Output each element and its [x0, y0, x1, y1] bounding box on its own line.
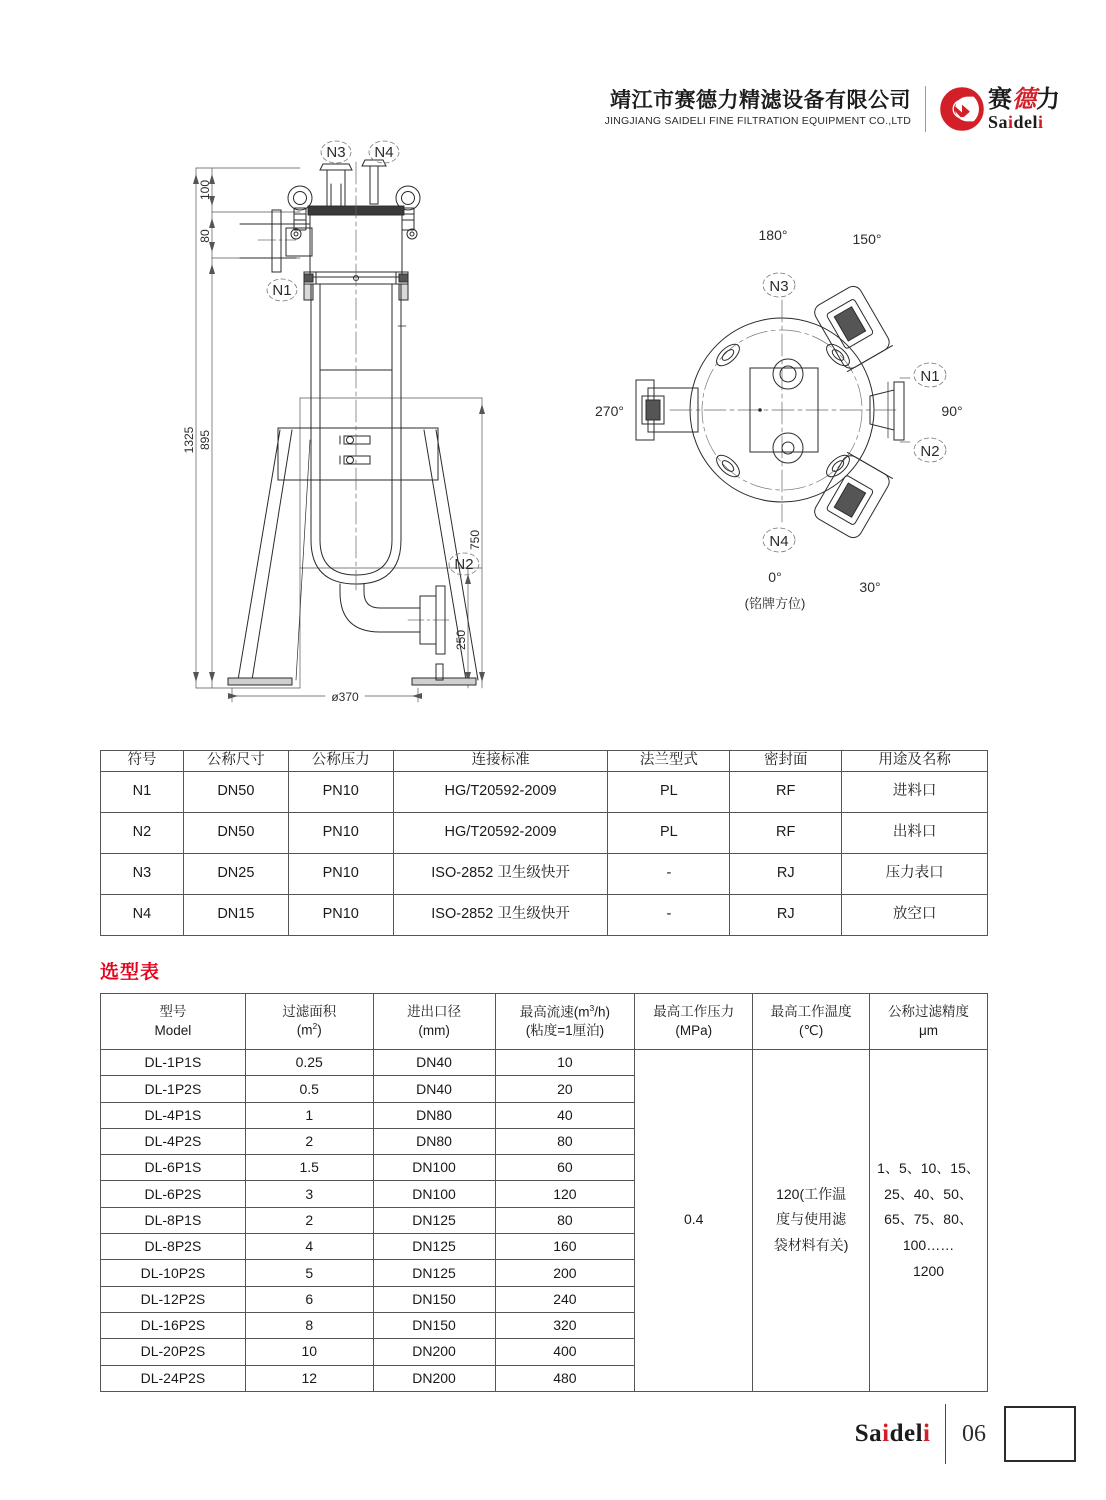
model-cell-area: 3: [245, 1181, 373, 1207]
table-row: [101, 853, 988, 894]
nozzle-cell: PN10: [288, 894, 393, 935]
angle-180: 180°: [758, 227, 788, 243]
nozzle-th-pressure: 公称压力: [288, 751, 393, 772]
nozzle-cell: 放空口: [842, 894, 988, 935]
nozzle-th-symbol: 符号: [101, 751, 184, 772]
model-cell-model: DL-1P1S: [101, 1050, 246, 1076]
nozzle-cell: N4: [101, 894, 184, 935]
brand-char-3: 力: [1036, 85, 1060, 113]
model-cell-flow: 80: [495, 1128, 635, 1154]
footer-brand-part-2: i: [882, 1420, 890, 1447]
model-th-precision: [870, 994, 988, 1050]
table-row: [101, 894, 988, 935]
page-header: [605, 86, 1060, 132]
nozzle-cell: N1: [101, 771, 184, 812]
nameplate-orientation-note: (铭牌方位): [744, 596, 806, 611]
brand-char-2: 德: [1012, 85, 1036, 113]
nozzle-cell: 出料口: [842, 812, 988, 853]
model-cell-model: DL-10P2S: [101, 1260, 246, 1286]
model-th-port: [373, 994, 495, 1050]
model-cell-area: 12: [245, 1365, 373, 1391]
model-cell-port: DN100: [373, 1181, 495, 1207]
company-name-english: JINGJIANG SAIDELI FINE FILTRATION EQUIPMENT CO.,LTD: [604, 114, 911, 127]
model-th-model: [101, 994, 246, 1050]
front-elevation-drawing: [0, 140, 560, 740]
model-cell-model: DL-16P2S: [101, 1312, 246, 1338]
model-cell-area: 4: [245, 1234, 373, 1260]
table-row: [101, 771, 988, 812]
nozzle-cell: N2: [101, 812, 184, 853]
model-cell-port: DN150: [373, 1312, 495, 1338]
precision-line-5: 1200: [912, 1263, 945, 1280]
model-cell-flow: 120: [495, 1181, 635, 1207]
footer-brand-wordmark: [855, 1420, 945, 1448]
model-th-model-en: Model: [154, 1022, 192, 1038]
front-label-n3: N3: [326, 144, 346, 161]
model-cell-area: 2: [245, 1207, 373, 1233]
brand-chinese: [988, 85, 1060, 113]
nozzle-cell: DN50: [183, 812, 288, 853]
front-label-n1: N1: [272, 282, 292, 299]
model-th-temp-unit: (℃): [799, 1022, 824, 1038]
footer-brand-part-4: i: [923, 1420, 931, 1447]
top-label-n4: N4: [769, 533, 789, 550]
model-cell-area: 1: [245, 1102, 373, 1128]
model-cell-area: 2: [245, 1128, 373, 1154]
model-th-pressure: [635, 994, 753, 1050]
model-cell-model: DL-6P2S: [101, 1181, 246, 1207]
front-label-n4: N4: [374, 144, 394, 161]
dim-80: 80: [198, 229, 212, 243]
nozzle-cell: RJ: [730, 894, 842, 935]
nozzle-cell: ISO-2852 卫生级快开: [393, 853, 608, 894]
page-number: 06: [962, 1420, 986, 1447]
nozzle-th-size: 公称尺寸: [183, 751, 288, 772]
dim-250: 250: [454, 629, 468, 651]
saideli-circle-logo-icon: [940, 87, 984, 131]
nozzle-cell: RF: [730, 771, 842, 812]
model-cell-flow: 160: [495, 1234, 635, 1260]
model-table-header-row: [101, 994, 988, 1050]
nozzle-cell: PN10: [288, 771, 393, 812]
model-cell-port: DN150: [373, 1286, 495, 1312]
model-th-temp: [753, 994, 870, 1050]
angle-90: 90°: [941, 403, 963, 419]
model-cell-flow: 320: [495, 1312, 635, 1338]
top-view-drawing: [570, 210, 1030, 670]
nozzle-th-seal: 密封面: [730, 751, 842, 772]
model-cell-area: 0.25: [245, 1050, 373, 1076]
model-th-precision-cn: 公称过滤精度: [888, 1004, 970, 1020]
precision-line-3: 65、75、80、: [884, 1211, 973, 1228]
model-th-area: [245, 994, 373, 1050]
temp-line-3: 袋材料有关): [773, 1237, 849, 1254]
model-cell-pressure-merged: 0.4: [635, 1050, 753, 1392]
model-cell-flow: 240: [495, 1286, 635, 1312]
brand-english: [988, 113, 1060, 131]
model-th-pressure-cn: 最高工作压力: [653, 1004, 735, 1020]
model-cell-area: 10: [245, 1339, 373, 1365]
model-th-flow-note: (粘度=1厘泊): [525, 1022, 605, 1038]
nozzle-cell: PN10: [288, 853, 393, 894]
model-th-temp-cn: 最高工作温度: [770, 1004, 852, 1020]
model-cell-flow: 480: [495, 1365, 635, 1391]
model-cell-flow: 200: [495, 1260, 635, 1286]
nozzle-cell: DN15: [183, 894, 288, 935]
nozzle-cell: 压力表口: [842, 853, 988, 894]
model-cell-port: DN40: [373, 1076, 495, 1102]
brand-char-1: 赛: [988, 85, 1012, 113]
model-cell-port: DN125: [373, 1234, 495, 1260]
model-cell-area: 6: [245, 1286, 373, 1312]
model-cell-flow: 20: [495, 1076, 635, 1102]
model-th-area-unit: $(m^2)$: [296, 1021, 322, 1038]
nozzle-cell: PL: [608, 812, 730, 853]
section-title-selection-table: 选型表: [100, 962, 161, 983]
brand-logo: [940, 87, 1060, 131]
model-th-pressure-unit: (MPa): [675, 1022, 713, 1038]
model-cell-precision-merged: [870, 1050, 988, 1392]
angle-0: 0°: [768, 569, 782, 585]
footer-decorative-box: [1004, 1406, 1076, 1462]
nozzle-cell: ISO-2852 卫生级快开: [393, 894, 608, 935]
model-cell-model: DL-8P2S: [101, 1234, 246, 1260]
nozzle-specification-table: [100, 750, 988, 936]
brand-en-part-3: del: [1013, 111, 1039, 132]
model-cell-port: DN100: [373, 1155, 495, 1181]
nozzle-th-standard: 连接标准: [393, 751, 608, 772]
dim-750: 750: [468, 529, 482, 551]
model-cell-model: DL-6P1S: [101, 1155, 246, 1181]
nozzle-th-flange: 法兰型式: [608, 751, 730, 772]
precision-line-2: 25、40、50、: [884, 1185, 973, 1202]
precision-line-1: 1、5、10、15、: [877, 1159, 980, 1176]
model-cell-model: DL-1P2S: [101, 1076, 246, 1102]
nozzle-cell: -: [608, 894, 730, 935]
model-cell-model: DL-8P1S: [101, 1207, 246, 1233]
model-cell-flow: 40: [495, 1102, 635, 1128]
model-cell-area: 1.5: [245, 1155, 373, 1181]
model-cell-model: DL-4P1S: [101, 1102, 246, 1128]
nozzle-cell: RJ: [730, 853, 842, 894]
angle-30: 30°: [859, 579, 881, 595]
model-selection-table: [100, 993, 988, 1392]
dim-1325: 1325: [182, 426, 196, 454]
model-cell-model: DL-24P2S: [101, 1365, 246, 1391]
model-th-model-cn: 型号: [159, 1004, 187, 1020]
model-th-flow-cn: 最高流速$(m^3/h)$: [519, 1003, 611, 1020]
technical-drawings: [0, 140, 1106, 740]
dim-895: 895: [198, 429, 212, 451]
model-cell-port: DN125: [373, 1207, 495, 1233]
top-label-n3: N3: [769, 278, 789, 295]
model-th-port-cn: 进出口径: [407, 1004, 462, 1020]
brand-wordmark: [988, 85, 1060, 132]
nozzle-cell: DN25: [183, 853, 288, 894]
model-cell-flow: 60: [495, 1155, 635, 1181]
model-cell-area: 5: [245, 1260, 373, 1286]
model-cell-port: DN200: [373, 1339, 495, 1365]
model-cell-flow: 80: [495, 1207, 635, 1233]
brand-en-part-2: i: [1008, 111, 1014, 132]
model-th-port-unit: (mm): [418, 1022, 450, 1038]
table-row: [101, 1050, 988, 1076]
temp-line-2: 度与使用滤: [776, 1211, 847, 1228]
dim-diameter-370: ø370: [331, 690, 359, 704]
model-cell-flow: 10: [495, 1050, 635, 1076]
model-cell-model: DL-20P2S: [101, 1339, 246, 1365]
angle-270: 270°: [595, 403, 624, 419]
model-cell-port: DN125: [373, 1260, 495, 1286]
model-th-area-cn: 过滤面积: [282, 1004, 337, 1020]
model-cell-area: 8: [245, 1312, 373, 1338]
brand-en-part-1: Sa: [988, 111, 1009, 132]
temp-line-1: 120(工作温: [776, 1185, 847, 1202]
company-name-chinese: 靖江市赛德力精滤设备有限公司: [610, 89, 911, 113]
model-cell-flow: 400: [495, 1339, 635, 1365]
model-cell-model: DL-4P2S: [101, 1128, 246, 1154]
nozzle-cell: PN10: [288, 812, 393, 853]
nozzle-th-usage: 用途及名称: [842, 751, 988, 772]
nozzle-cell: PL: [608, 771, 730, 812]
nozzle-cell: RF: [730, 812, 842, 853]
header-divider: [925, 86, 926, 132]
nozzle-cell: HG/T20592-2009: [393, 812, 608, 853]
nozzle-table-header-row: [101, 751, 988, 772]
front-label-n2: N2: [454, 556, 474, 573]
model-cell-area: 0.5: [245, 1076, 373, 1102]
nozzle-cell: DN50: [183, 771, 288, 812]
dim-100: 100: [198, 179, 212, 201]
precision-line-4: 100……: [902, 1237, 955, 1254]
nozzle-cell: 进料口: [842, 771, 988, 812]
page-footer: [855, 1404, 1076, 1464]
model-cell-port: DN40: [373, 1050, 495, 1076]
nozzle-cell: N3: [101, 853, 184, 894]
model-cell-port: DN200: [373, 1365, 495, 1391]
table-row: [101, 812, 988, 853]
top-label-n2: N2: [920, 443, 940, 460]
angle-150: 150°: [852, 231, 882, 247]
model-cell-model: DL-12P2S: [101, 1286, 246, 1312]
footer-brand-part-3: del: [889, 1420, 924, 1447]
top-label-n1: N1: [920, 368, 940, 385]
model-cell-port: DN80: [373, 1102, 495, 1128]
nozzle-cell: -: [608, 853, 730, 894]
nozzle-cell: HG/T20592-2009: [393, 771, 608, 812]
brand-en-part-4: i: [1038, 111, 1044, 132]
model-th-flow: [495, 994, 635, 1050]
company-name-block: [605, 88, 911, 129]
model-cell-port: DN80: [373, 1128, 495, 1154]
footer-brand-part-1: Sa: [854, 1420, 883, 1447]
model-cell-temperature-merged: [753, 1050, 870, 1392]
model-th-precision-unit: μm: [919, 1022, 939, 1038]
